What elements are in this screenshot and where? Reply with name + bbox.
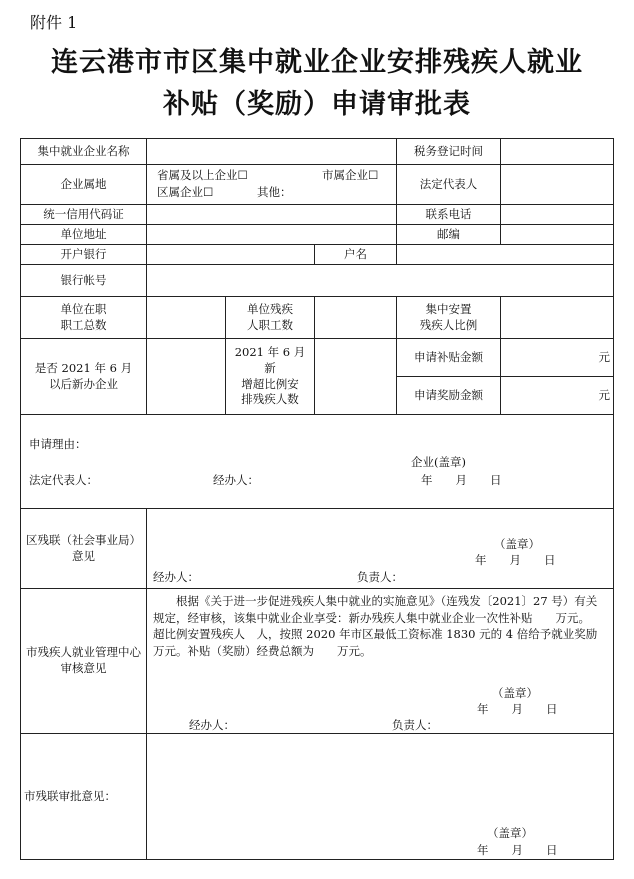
over-ratio-field[interactable] — [315, 339, 397, 415]
credit-code-label: 统一信用代码证 — [21, 205, 147, 225]
reward-amount-field[interactable] — [501, 377, 614, 415]
center-responsible-signature: 负责人： — [392, 718, 438, 732]
postcode-field[interactable] — [501, 225, 614, 245]
new-enterprise-label-line-2: 以后新办企业 — [49, 376, 118, 391]
city-date: 年 月 日 — [477, 843, 558, 857]
legal-representative-field[interactable] — [501, 165, 614, 205]
credit-code-field[interactable] — [147, 205, 397, 225]
center-review-label: 市残疾人就业管理中心审核意见 — [21, 589, 147, 734]
city-approval-label: 市残联审批意见： — [21, 734, 147, 860]
disabled-staff-field[interactable] — [315, 297, 397, 339]
disabled-staff-label-line-2: 人职工数 — [247, 317, 293, 332]
staff-total-label-line-2: 职工总数 — [60, 317, 107, 332]
affiliation-municipal-checkbox[interactable]: 市属企业☐ — [322, 168, 379, 182]
disabled-staff-label-line-1: 单位残疾 — [247, 301, 293, 316]
bank-label: 开户银行 — [21, 245, 147, 265]
phone-field[interactable] — [501, 205, 614, 225]
city-seal-label: （盖章） — [487, 826, 533, 840]
bank-account-field[interactable] — [147, 265, 614, 297]
district-handler-signature: 经办人： — [153, 570, 199, 584]
placement-ratio-label-line-1: 集中安置 — [425, 301, 472, 316]
new-enterprise-field[interactable] — [147, 339, 226, 415]
annex-label: 附件 1 — [30, 13, 78, 32]
address-field[interactable] — [147, 225, 397, 245]
enterprise-name-field[interactable] — [147, 139, 397, 165]
tax-registration-time-field[interactable] — [501, 139, 614, 165]
center-seal-label: （盖章） — [492, 686, 538, 700]
city-approval-section[interactable] — [147, 734, 614, 860]
document-title-line-1: 连云港市市区集中就业企业安排残疾人就业 — [51, 47, 583, 78]
bank-field[interactable] — [147, 245, 315, 265]
affiliation-district-checkbox[interactable]: 区属企业☐ — [157, 185, 214, 199]
staff-total-label — [21, 297, 147, 339]
phone-label: 联系电话 — [397, 205, 501, 225]
district-responsible-signature: 负责人： — [357, 570, 403, 584]
enterprise-name-label: 集中就业企业名称 — [21, 139, 147, 165]
postcode-label: 邮编 — [397, 225, 501, 245]
placement-ratio-field[interactable] — [501, 297, 614, 339]
district-opinion-label: 区残联（社会事业局）意见 — [21, 509, 147, 589]
subsidy-amount-label: 申请补贴金额 — [397, 339, 501, 377]
center-review-text: 根据《关于进一步促进残疾人集中就业的实施意见》（连残发〔2021〕27 号）有关规定，经审核，该集中就业企业享受：新办残疾人集中就业企业一次性补贴 万元。超比例安置残疾人 人，按照 2020 年市区最低工资标准 1830 元的 4 倍给予就业奖励 万元。补贴（奖励）经费总额为 万元。 — [153, 594, 621, 659]
enterprise-seal-label: 企业(盖章) — [411, 455, 466, 469]
affiliation-other-field[interactable]: 其他： — [257, 185, 292, 199]
address-label: 单位地址 — [21, 225, 147, 245]
subsidy-yuan-unit: 元 — [598, 349, 611, 364]
reason-date: 年 月 日 — [421, 473, 502, 487]
center-date: 年 月 日 — [477, 702, 558, 716]
over-ratio-label-line-3: 排残疾人数 — [241, 392, 299, 407]
center-handler-signature: 经办人： — [189, 718, 235, 732]
district-opinion-section[interactable] — [147, 509, 614, 589]
new-enterprise-label-line-1: 是否 2021 年 6 月 — [34, 360, 133, 375]
center-review-section[interactable] — [147, 589, 621, 734]
reward-amount-label: 申请奖励金额 — [397, 377, 501, 415]
document-title-line-2: 补贴（奖励）申请审批表 — [163, 89, 471, 120]
subsidy-amount-field[interactable] — [501, 339, 614, 377]
account-name-label: 户名 — [315, 245, 397, 265]
over-ratio-label-line-2: 增超比例安 — [241, 376, 299, 391]
district-date: 年 月 日 — [475, 553, 556, 567]
district-seal-label: （盖章） — [494, 537, 540, 551]
legal-representative-signature: 法定代表人： — [29, 473, 98, 487]
affiliation-options — [147, 165, 397, 205]
legal-representative-label: 法定代表人 — [397, 165, 501, 205]
reason-label: 申请理由： — [29, 437, 87, 451]
affiliation-provincial-checkbox[interactable]: 省属及以上企业☐ — [157, 168, 248, 182]
placement-ratio-label — [397, 297, 501, 339]
reward-yuan-unit: 元 — [598, 387, 611, 402]
account-name-field[interactable] — [397, 245, 614, 265]
over-ratio-label-line-1: 2021 年 6 月新 — [234, 345, 306, 375]
tax-registration-time-label: 税务登记时间 — [397, 139, 501, 165]
staff-total-label-line-1: 单位在职 — [60, 301, 107, 316]
bank-account-label: 银行帐号 — [21, 265, 147, 297]
staff-total-field[interactable] — [147, 297, 226, 339]
application-reason-section[interactable] — [21, 415, 614, 509]
disabled-staff-label — [226, 297, 315, 339]
application-form-table — [20, 138, 621, 860]
affiliation-label: 企业属地 — [21, 165, 147, 205]
placement-ratio-label-line-2: 残疾人比例 — [419, 317, 478, 332]
reason-handler-signature: 经办人： — [213, 473, 259, 487]
new-enterprise-label — [21, 339, 147, 415]
over-ratio-label — [226, 339, 315, 415]
